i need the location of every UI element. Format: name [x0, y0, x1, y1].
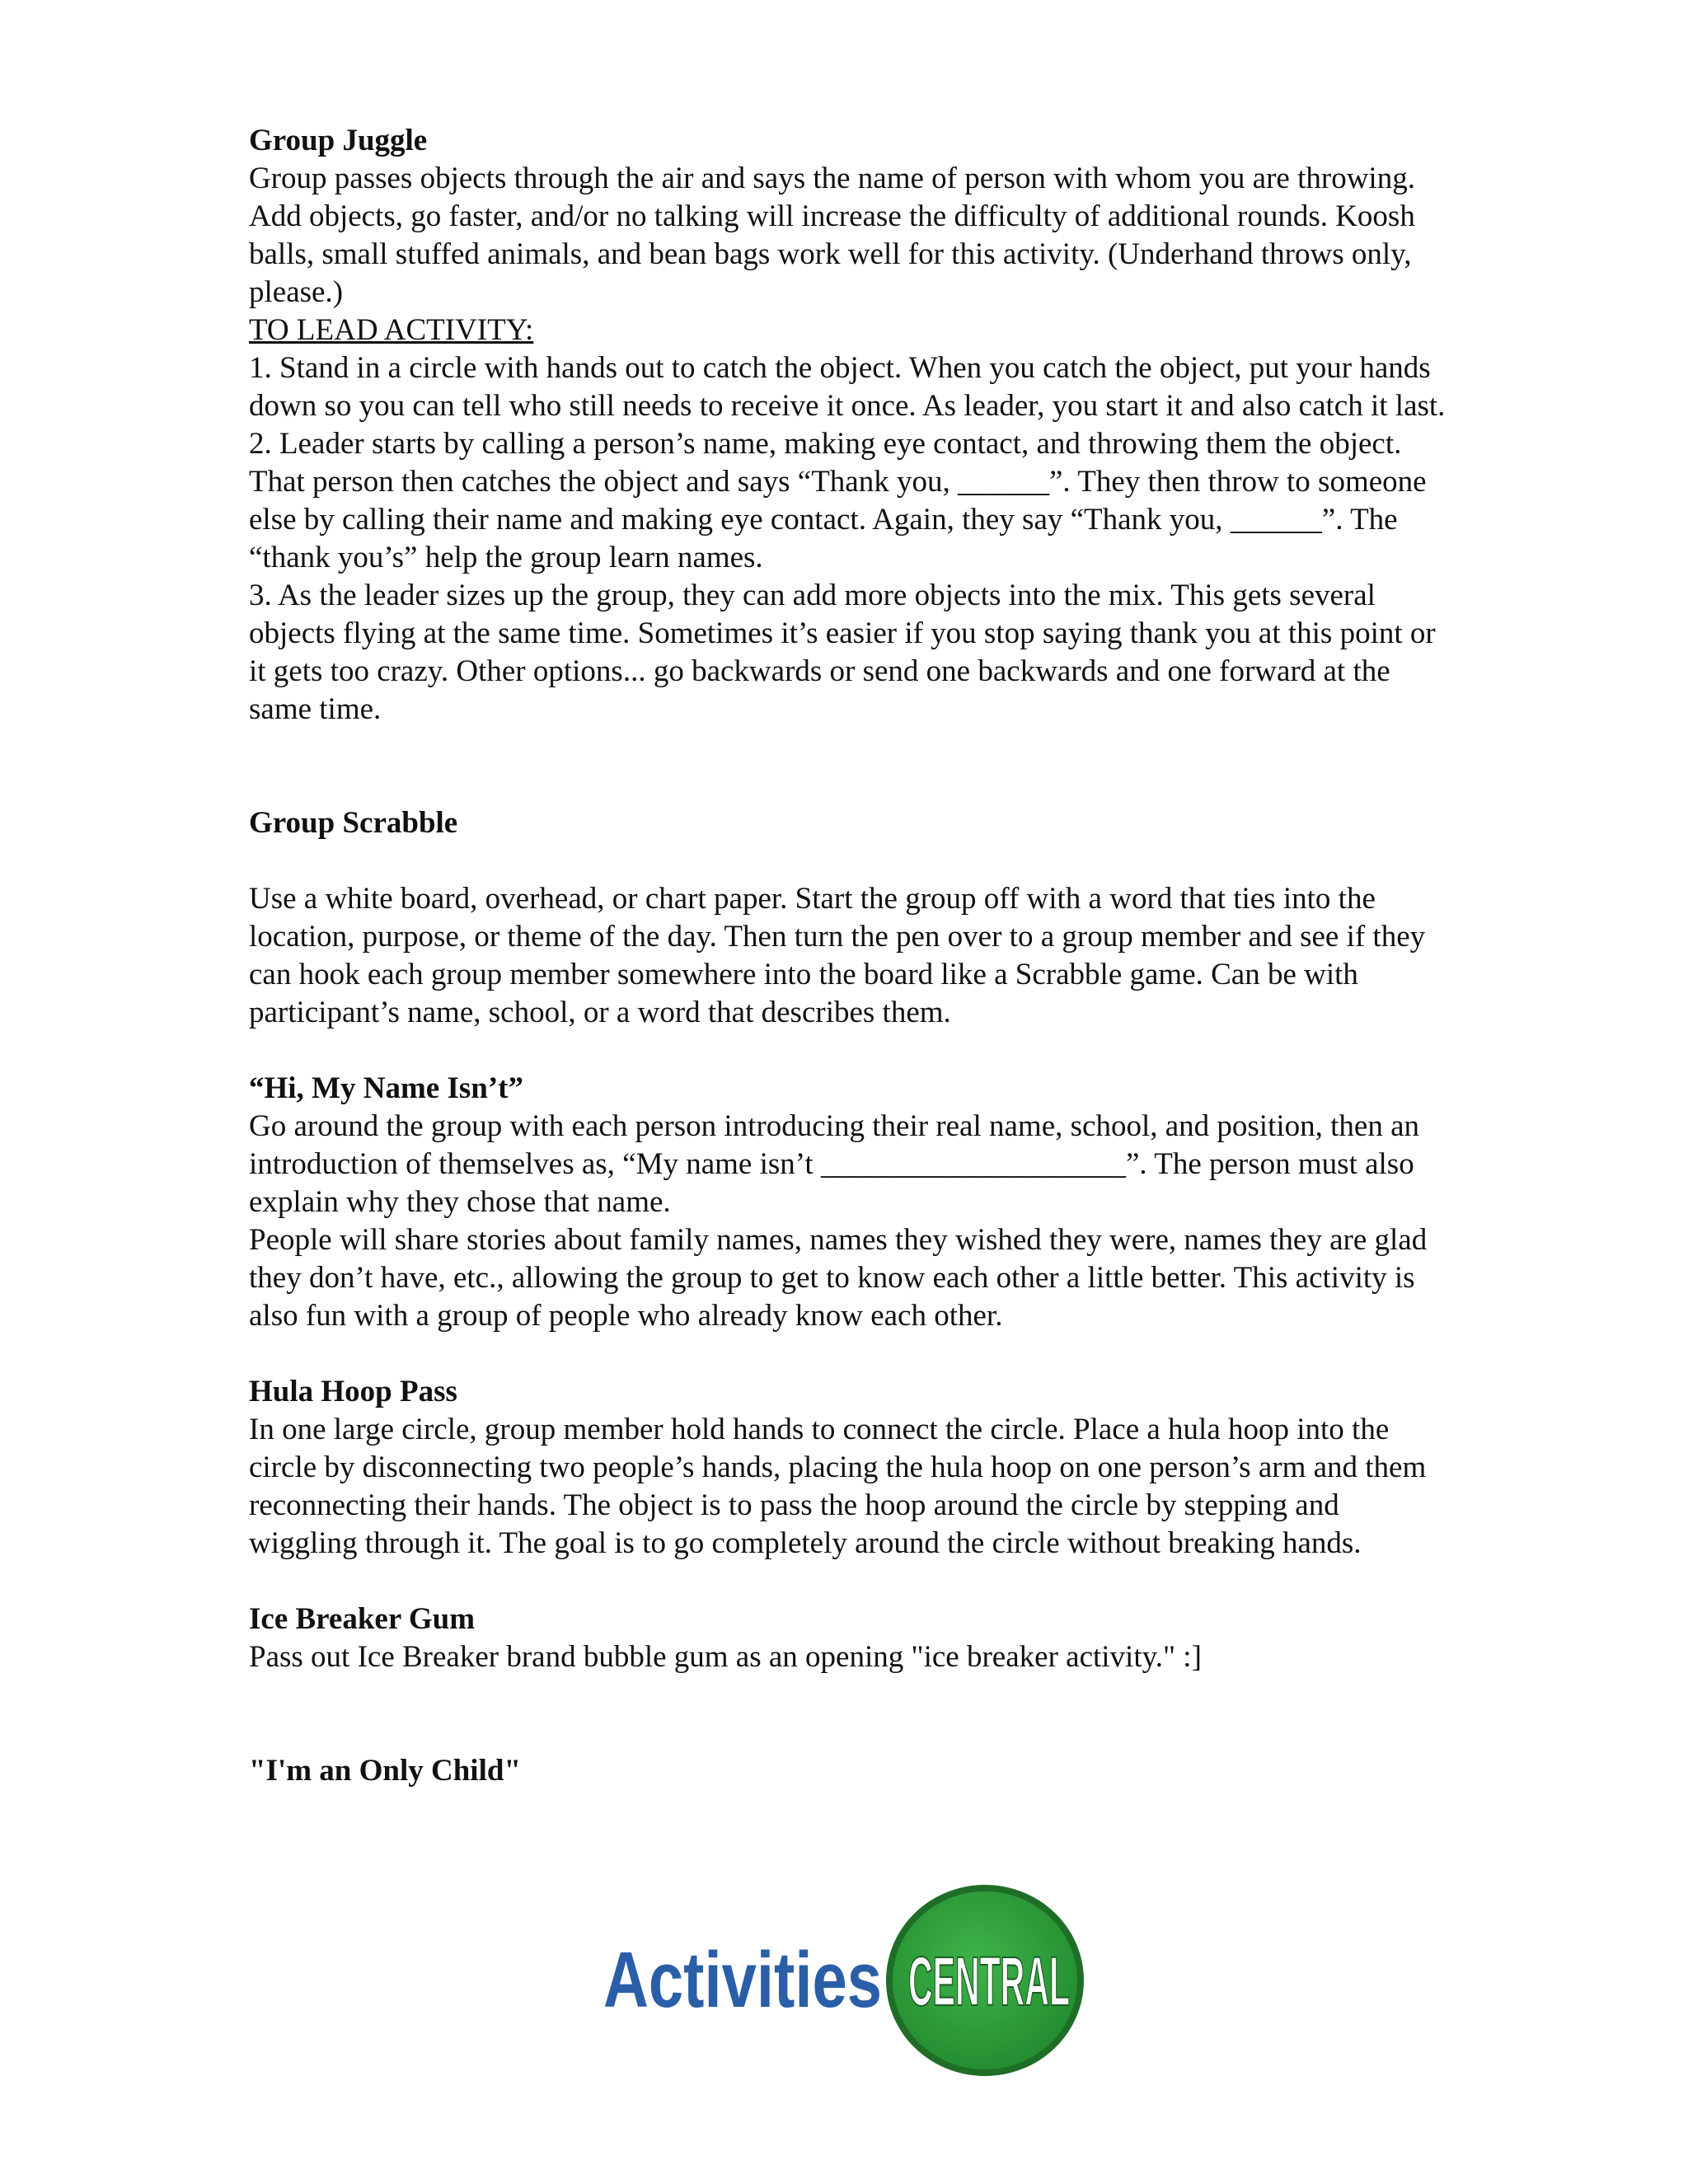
spacer [249, 1032, 1452, 1070]
group-juggle-step-3: 3. As the leader sizes up the group, they can add more objects into the mix. This gets several objects flying at the same time. Sometimes it’s easier if you stop saying thank you at this point or it gets too crazy. Other options... go backwards or send one backwards and one forward at the same time. [249, 579, 1436, 726]
group-scrabble-description: Use a white board, overhead, or chart paper. Start the group off with a word that ties into the location, purpose, or theme of the day. Then turn the pen over to a group member and see if they can hook each group member somewhere into the board like a Scrabble game. Can be with participant’s name, school, or a word that describes them. [249, 882, 1426, 1029]
spacer [249, 729, 1452, 804]
group-juggle-description: Group passes objects through the air and says the name of person with whom you are throwing. Add objects, go faster, and/or no talking will increase the difficulty of additional rounds. Koosh balls, small stuffed animals, and bean bags work well for this activity. (Underhand throws only, please.) [249, 162, 1415, 309]
group-scrabble-heading: Group Scrabble [249, 806, 458, 840]
lead-activity-label: TO LEAD ACTIVITY: [249, 313, 534, 347]
group-juggle-heading: Group Juggle [249, 124, 428, 157]
spacer [249, 1563, 1452, 1601]
my-name-isnt-description: Go around the group with each person introducing their real name, school, and position, then an introduction of themselves as, “My name isn’t ____________________”. The person must also explain why they chose that name. [249, 1109, 1420, 1219]
ice-breaker-gum-description: Pass out Ice Breaker brand bubble gum as an opening "ice breaker activity." :] [249, 1640, 1202, 1674]
my-name-isnt-heading: “Hi, My Name Isn’t” [249, 1071, 523, 1105]
only-child-heading: "I'm an Only Child" [249, 1754, 521, 1788]
document-page [249, 122, 1452, 1790]
logo-word-activities: Activities [603, 1936, 882, 2024]
my-name-isnt-description-2: People will share stories about family names, names they wished they were, names they are glad they don’t have, etc., allowing the group to get to know each other a little better. This activity is also fun with a group of people who already know each other. [249, 1223, 1428, 1333]
group-juggle-step-2: 2. Leader starts by calling a person’s name, making eye contact, and throwing them the object. That person then catches the object and says “Thank you, ______”. They then throw to someone else by calling their name and making eye contact. Again, they say “Thank you, ______”. The “thank you’s” help the group learn names. [249, 427, 1427, 574]
logo-graphic [602, 1883, 1088, 2081]
group-juggle-step-1: 1. Stand in a circle with hands out to catch the object. When you catch the object, put your hands down so you can tell who still needs to receive it once. As leader, you start it and also catch it last. [249, 351, 1446, 423]
spacer [249, 1335, 1452, 1373]
hula-hoop-pass-heading: Hula Hoop Pass [249, 1375, 457, 1408]
activities-central-logo [602, 1883, 1088, 2081]
hula-hoop-pass-description: In one large circle, group member hold hands to connect the circle. Place a hula hoop into the circle by disconnecting two people’s hands, placing the hula hoop on one person’s arm and them reconnecting their hands. The object is to pass the hoop around the circle by stepping and wiggling through it. The goal is to go completely around the circle without breaking hands. [249, 1413, 1427, 1560]
spacer [249, 1676, 1452, 1752]
spacer [249, 842, 1452, 880]
logo-word-central: CENTRAL [908, 1943, 1070, 2020]
ice-breaker-gum-heading: Ice Breaker Gum [249, 1602, 476, 1636]
